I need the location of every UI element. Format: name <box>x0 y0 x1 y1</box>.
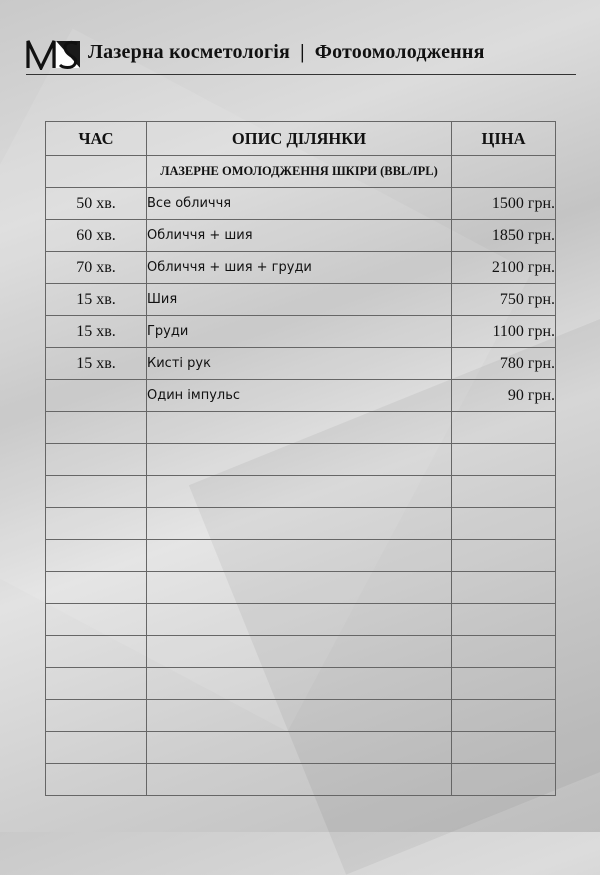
price-cell: 1850 грн. <box>452 220 556 252</box>
section-title: ЛАЗЕРНЕ ОМОЛОДЖЕННЯ ШКІРИ (BBL/IPL) <box>147 156 452 188</box>
table-cell <box>452 156 556 188</box>
table-row <box>46 316 556 348</box>
time-cell: 15 хв. <box>46 348 147 380</box>
area-cell: Обличчя + шия + груди <box>147 252 452 284</box>
table-row <box>46 252 556 284</box>
area-cell: Кисті рук <box>147 348 452 380</box>
empty-table-row <box>46 636 556 668</box>
price-cell: 2100 грн. <box>452 252 556 284</box>
empty-cell <box>147 732 452 764</box>
empty-cell <box>147 572 452 604</box>
empty-cell <box>46 700 147 732</box>
time-cell: 50 хв. <box>46 188 147 220</box>
empty-cell <box>452 444 556 476</box>
column-header-description: ОПИС ДІЛЯНКИ <box>147 122 452 156</box>
empty-cell <box>46 540 147 572</box>
empty-table-row <box>46 540 556 572</box>
title-left: Лазерна косметологія <box>88 41 291 63</box>
table-row <box>46 348 556 380</box>
area-cell: Груди <box>147 316 452 348</box>
empty-table-row <box>46 444 556 476</box>
empty-table-row <box>46 668 556 700</box>
empty-cell <box>452 732 556 764</box>
table-cell <box>46 156 147 188</box>
price-cell: 1100 грн. <box>452 316 556 348</box>
empty-cell <box>147 412 452 444</box>
price-cell: 1500 грн. <box>452 188 556 220</box>
empty-cell <box>452 476 556 508</box>
column-header-time: ЧАС <box>46 122 147 156</box>
empty-cell <box>452 540 556 572</box>
empty-cell <box>46 476 147 508</box>
empty-table-row <box>46 476 556 508</box>
time-cell <box>46 380 147 412</box>
ms-logo <box>26 38 82 70</box>
price-cell: 750 грн. <box>452 284 556 316</box>
price-cell: 90 грн. <box>452 380 556 412</box>
empty-cell <box>452 764 556 796</box>
title-right: Фотоомолодження <box>314 41 485 63</box>
empty-cell <box>452 508 556 540</box>
empty-cell <box>46 764 147 796</box>
time-cell: 60 хв. <box>46 220 147 252</box>
area-cell: Шия <box>147 284 452 316</box>
empty-table-row <box>46 572 556 604</box>
empty-table-row <box>46 764 556 796</box>
empty-table-row <box>46 700 556 732</box>
table-row <box>46 380 556 412</box>
empty-cell <box>46 444 147 476</box>
page-header <box>26 36 576 74</box>
area-cell: Все обличчя <box>147 188 452 220</box>
area-cell: Обличчя + шия <box>147 220 452 252</box>
time-cell: 15 хв. <box>46 284 147 316</box>
empty-cell <box>452 700 556 732</box>
page-title <box>88 41 485 64</box>
price-table <box>45 121 556 796</box>
empty-cell <box>147 764 452 796</box>
empty-cell <box>147 668 452 700</box>
empty-table-row <box>46 508 556 540</box>
empty-cell <box>452 572 556 604</box>
empty-cell <box>46 604 147 636</box>
empty-cell <box>46 636 147 668</box>
price-cell: 780 грн. <box>452 348 556 380</box>
section-row <box>46 156 556 188</box>
empty-cell <box>452 668 556 700</box>
empty-cell <box>147 604 452 636</box>
empty-cell <box>46 668 147 700</box>
empty-cell <box>452 604 556 636</box>
empty-cell <box>452 412 556 444</box>
empty-cell <box>452 636 556 668</box>
table-header-row <box>46 122 556 156</box>
empty-cell <box>147 700 452 732</box>
header-divider <box>26 74 576 75</box>
title-divider: | <box>300 41 305 63</box>
time-cell: 15 хв. <box>46 316 147 348</box>
column-header-price: ЦІНА <box>452 122 556 156</box>
empty-cell <box>46 508 147 540</box>
empty-cell <box>147 476 452 508</box>
table-row <box>46 284 556 316</box>
empty-cell <box>147 508 452 540</box>
table-row <box>46 188 556 220</box>
empty-cell <box>46 732 147 764</box>
empty-cell <box>46 572 147 604</box>
empty-cell <box>147 444 452 476</box>
empty-table-row <box>46 604 556 636</box>
empty-table-row <box>46 412 556 444</box>
area-cell: Один імпульс <box>147 380 452 412</box>
empty-cell <box>147 636 452 668</box>
time-cell: 70 хв. <box>46 252 147 284</box>
table-row <box>46 220 556 252</box>
empty-table-row <box>46 732 556 764</box>
empty-cell <box>46 412 147 444</box>
empty-cell <box>147 540 452 572</box>
